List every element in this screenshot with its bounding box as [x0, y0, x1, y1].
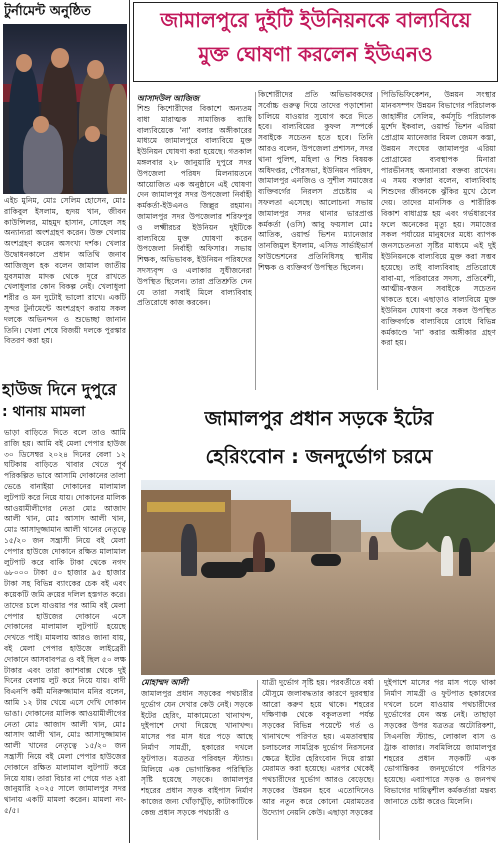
headline-tournament: টুর্নামেন্ট অনুষ্ঠিত: [4, 4, 91, 19]
headline-case-filed: : থানায় মামলা: [2, 404, 86, 420]
column-rule: [379, 680, 380, 840]
column-rule: [377, 92, 378, 390]
headline-child-marriage-line1: জামালপুরে দুইটি ইউনিয়নকে বাল্যবিয়ে: [160, 8, 471, 32]
tournament-body: এইচ মুনিম, মোঃ সেলিম হোসেন, মোঃ রাকিবুল ইসলাম, হৃদয় খান, জীবন কাউন্সিলর, মাহমুদ হাসান, সোহেল সহ অন্যান্যরা অংশগ্রহণ করেন। উক্ত খেলায় অংশগ্রহণ করেন অসংখ্য দর্শক। খেলার উদ্বোধনকালে প্রধান অতিথি জনাব আজিজুল হক বলেন জামাল জাতীয় যুবসমাজ মাদক থেকে দূরে রাখতে খেলাধুলার কোন বিকল্প নেই। খেলাধুলা শরীর ও মন দুটোই ভালো রাখে। একটি সুন্দর টুর্নামেন্টে অংশগ্রহণ করায় সকল দলকে অভিনন্দন ও শুভেচ্ছা জানান তিনি। খেলা শেষে বিজয়ী দলকে পুরস্কার বিতরণ করা হয়।: [4, 196, 126, 346]
article2-column3: দুইপাশে মাসের পর মাস পড়ে থাকা নির্মাণ সামগ্রী ও ফুটপাত হকারদের দখলে চলে যাওয়ায় পথচারীদের দুর্ভোগের যেন অন্ত নেই। তাছাড়া সড়কের উপর যত্রতত্র অটোরিকশা, সিএনজি স্ট্যান্ড, লোকাল বাস ও ট্রাক বাজার। সবমিলিয়ে জামালপুর শহরের প্রধান সড়কটি এক ভোগান্তিকর জনদুর্ভোগে পরিণত হয়েছে। এব্যাপারে সড়ক ও জনপথ বিভাগের দায়িত্বশীল কর্মকর্তারা মন্তব্য জানাতে চেষ্টা করেও মিলেনি।: [384, 678, 496, 806]
headline-child-marriage-line2: মুক্ত ঘোষণা করলেন ইউএনও: [198, 42, 433, 66]
headline-road-line1: জামালপুর প্রধান সড়কে ইটের: [204, 407, 434, 430]
byline-road: মোহাম্মদ আলী: [141, 678, 189, 687]
article2-column1: জামালপুর প্রধান সড়কের পথচারীর দুর্ভোগ যেন দেখার কেউ নেই। সড়কে ইটের হেরিং, মাকামেতো খানাখন্দ, দুইপাশে দেখা দিয়েছে খানাখন্দ। মাসের পর মাস ধরে পড়ে আছে নির্মাণ সামগ্রী, হকারের দখলে ফুটপাত। যত্রতত্র পরিবহন স্ট্যান্ড। মিলিয়ে এক ভোগান্তিকর পরিস্থিতি সৃষ্টি হয়েছে সড়কে। জামালপুর শহরের প্রধান সড়ক বাইপাস নির্মাণ কাজের জন্য খোঁড়াখুঁড়ি, কাটাকাটিকে কেন্দ্র প্রধান সড়কে পথচারী ও: [141, 689, 253, 817]
article1-column3: পিডিভিফিকেশন, উন্নয়ন সংস্থার মানবসম্পদ উন্নয়ন বিভাগের পরিচালক জাহাঙ্গীর সেলিম, কর্মসূচি পরিচালক মুর্শেদ ইকবাল, ওয়ার্ল্ড ভিশন এরিয়া প্রোগ্রাম ম্যানেজার বিমল জেমস কস্তা, উন্নয়ন সংঘের জামালপুর এরিয়া প্রোগ্রামের ব্যবস্থাপক মিনারা পারভীনসহ অন্যান্যরা বক্তব্য রাখেন। এ সময় বক্তারা বলেন, বাল্যবিবাহ শিশুদের জীবনকে ঝুঁকির মুখে ঠেলে দেয়। তাদের মানসিক ও শারীরিক বিকাশ বাধাগ্রস্ত হয় এবং গর্ভধারণের ফলে অনেকের মৃত্যু হয়। সমাজের সকল পর্যায়ের মানুষদের মধ্যে ব্যাপক জনসচেতনতা সৃষ্টির মাধ্যমে এই দুই ইউনিয়নকে বাল্যবিয়ে মুক্ত করা সম্ভব হয়েছে। তাই বাল্যবিবাহ প্রতিরোধে বাবা-মা, পরিবারের সদস্য, প্রতিবেশী, আত্মীয়-স্বজন সবাইকে সচেতন থাকতে হবে। এছাড়াও বাল্যবিয়ে মুক্ত ইউনিয়ন ঘোষণা করে সকল উপস্থিত ব্যক্তিবর্গকে বাল্যবিয়ে রোধে বিভিন্ন কর্মকাণ্ডে 'না' করার অঙ্গীকার গ্রহণ করা হয়।: [381, 90, 496, 348]
tournament-photo: [3, 24, 127, 194]
article2-column2: যাত্রী দুর্ভোগ সৃষ্টি হয়। পরবর্তীতে বর্ষা মৌসুমে জলাবদ্ধতার কারণে দুরবস্থার আরো করুণ হয়ে থাকে। শহরের দক্ষিণাঞ্চ থেকে বকুলতলা পর্যন্ত সড়কের বিভিন্ন পয়েন্টে গর্ত ও খানাখন্দে পরিণত হয়। এমতাবস্থায় চলাচলের সামগ্রিক দুর্ভোগ নিরসনের ক্ষেত্রে ইটের হেরিংবোন দিয়ে রাস্তা মেরামত করা হয়েছে। এরপর থেকেই পথচারীদের দুর্ভোগ আরও বেড়েছে। সড়কের উন্নয়ন হবে এতোদিনেও আর নতুন করে কোনো মেরামতের উদ্যোগ নেয়নি কেউ। এছাড়া সড়কের: [262, 678, 374, 817]
headline-road-line2: হেরিংবোন : জনদুর্ভোগ চরমে: [205, 445, 433, 468]
headline-box-road: [140, 402, 498, 477]
left-column: [0, 0, 128, 843]
article1-column1: শিশু কিশোরীদের বিকাশে অন্যতম বাধা মারাত্মক সামাজিক ব্যাধি বাল্যবিয়েকে 'না' বলার অঙ্গীকারের মাধ্যমে জামালপুরে বাল্যবিয়ে মুক্ত ইউনিয়ন ঘোষণা করা হয়েছে। গতকাল মঙ্গলবার ২৮ জানুয়ারি দুপুরে সদর উপজেলা পরিষদ মিলনায়তনে আয়োজিত এক অনুষ্ঠানে এই ঘোষণা দেন জামালপুর সদর উপজেলা নির্বাহী কর্মকর্তা-ইউএনও জিল্লুর রহমান। জামালপুর সদর উপজেলার শরিফপুর ও লক্ষ্মীরচর ইউনিয়ন দুইটিকে বাল্যবিয়ে মুক্ত ঘোষণা করেন উপজেলা নির্বাহী অফিসার। সভায় শিক্ষক, অভিভাবক, ইউনিয়ন পরিষদের সদস্যবৃন্দ ও এলাকার সুধীজনেরা উপস্থিত ছিলেন। তারা প্রতিশ্রুতি দেন যে তারা সবাই মিলে বাল্যবিবাহ প্রতিরোধে কাজ করবেন।: [137, 104, 252, 308]
road-photo: [141, 480, 495, 675]
column-rule: [257, 680, 258, 840]
column-divider: [129, 0, 130, 843]
robbery-body: ভাড়া বাড়িতে দিতে বলে তাও আমি রাজি হয়। আমি বই মেলা পেপার হাউজ ৩০ ডিসেম্বর ২০২৪ দিনের বেলা ১২ ঘটিকায় বাড়িতে খাবার খেতে পূর্ব পরিকল্পিত ভাবে আসামি দোকানের তালা ভেঙে বানাইয়া দোকানের মালামাল লুটপাট করে নিয়ে যায়। দোকানের মালিক আওয়ামীলীগের নেতা মোঃ আজাদ আলী খান, মোঃ আসাদ আলী খান, মোঃ আসাদুজ্জামান আলী খানের নেতৃত্বে ১৫/২০ জন সন্ত্রাসী নিয়ে বই মেলা পেপার হাউজে দোকানে রক্ষিত মালামাল লুটপাট করে বাকি টাকা থেকে নগদ ৬৮০০০ টাকা ৫০ হাজার ৯৫ হাজার টাকা সহ বিভিন্ন ব্যাংকের চেক বই এবং কয়েকটি জমি ক্রয়ের দলিল হস্তগত করে। তাদের চলে যাওয়ার পর আমি বই মেলা পেপার হাউজের দোকানে এসে দোকানের মালামাল লুটপাট হয়েছে দেখতে পাই। মামলায় আরও জানা যায়, বই মেলা পেপার হাউজে লাইব্রেরী দোকানে আসবাবপত্র ও বই ছিল ৫০ লক্ষ টাকার এবং তারা ক্যাশবাক্স থেকে দুই দিনের বেলায় লুট করে নিয়ে যায়। বাদী বিএনপি কর্মী মনিরুজ্জামান মনির বলেন, আমি ১২ টায় খেয়ে এসে দেখি দোকান ভাঙা। দোকানের মালিক আওয়ামীলীগের নেতা মোঃ আজাদ আলী খান, মোঃ আসাদ আলী খান, মোঃ আসাদুজ্জামান আলী খানের নেতৃত্বে ১৫/২০ জন সন্ত্রাসী নিয়ে বই মেলা পেপার হাউজের দোকানে রক্ষিত মালামাল লুটপাট করে নিয়ে যায়। তারা বিচার না পেয়ে গত ২রা জানুয়ারি ২০২৫ সালে জামালপুর সদর থানায় একটি মামলা করেন। মামলা নং- ৫/৫।: [4, 428, 126, 815]
headline-box-child-marriage: [133, 2, 498, 82]
article1-column2: কিশোরীদের প্রতি অভিভাবকদের সর্বোচ্চ গুরুত্ব দিয়ে তাদের পড়াশোনা চালিয়ে যাওয়ার সুযোগ করে দিতে হবে। বাল্যবিয়ের কুফল সম্পর্কে সবাইকে সচেতন হতে হবে। তিনি আরও বলেন, উপজেলা প্রশাসন, সদর থানা পুলিশ, মহিলা ও শিশু বিষয়ক অধিদপ্তর, পৌরসভা, ইউনিয়ন পরিষদ, জামালপুর এনজিও ও সুশীল সমাজের ব্যক্তিবর্গের নিরলস প্রচেষ্টায় এ সফলতা এসেছে। আলোচনা সভায় জামালপুর সদর থানার ভারপ্রাপ্ত কর্মকর্তা (ওসি) আবু ফয়সাল মোঃ আতিক, ওয়ার্ল্ড ভিশন ম্যানেজার তানজিমুল ইসলাম, এসিড সার্ভাইভার্স ফাউন্ডেশনের প্রতিনিধিসহ স্থানীয় শিক্ষক ও ব্যক্তিবর্গ উপস্থিত ছিলেন।: [258, 90, 373, 272]
headline-house-robbery: হাউজ দিনে দুপুরে: [2, 380, 117, 399]
byline-child-marriage: আসাদউল আজিজ: [137, 94, 200, 103]
column-rule: [255, 92, 256, 390]
